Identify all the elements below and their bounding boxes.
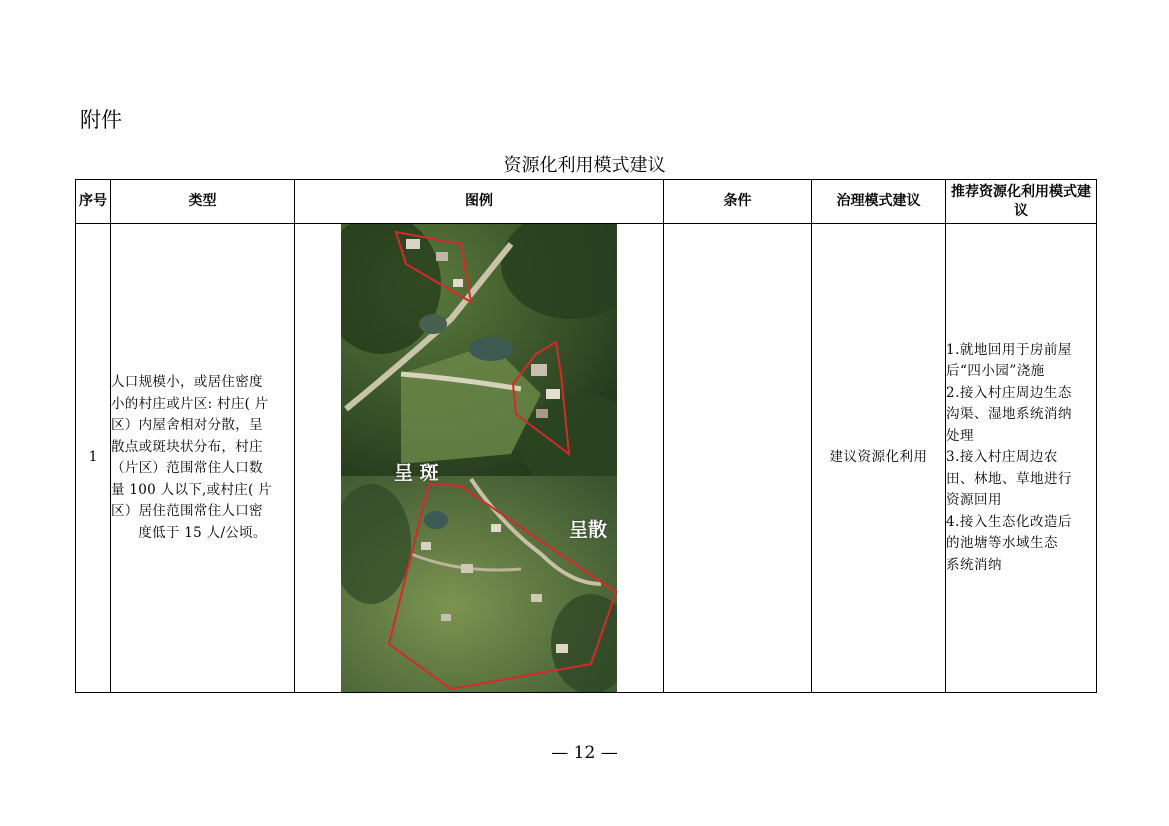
type-line: 小的村庄或片区: 村庄( 片 xyxy=(111,395,269,412)
type-line: （片区）范围常住人口数 xyxy=(111,460,263,476)
recommendation-line: 1.就地回用于房前屋 xyxy=(946,341,1072,358)
col-header-no: 序号 xyxy=(76,180,111,224)
type-line: 人口规模小，或居住密度 xyxy=(111,374,263,390)
type-line: 区）居住范围常住人口密 xyxy=(111,503,263,519)
recommendation-line: 的池塘等水域生态 xyxy=(946,535,1058,552)
document-title: 资源化利用模式建议 xyxy=(503,155,666,176)
col-header-type: 类型 xyxy=(111,180,295,224)
page-number: — 12 — xyxy=(551,743,618,763)
governance-cell: 建议资源化利用 xyxy=(812,224,946,693)
table-row xyxy=(76,224,1097,693)
legend-cell xyxy=(295,224,664,693)
table-header-row xyxy=(76,180,1097,224)
recommendation-line: 3.接入村庄周边农 xyxy=(946,449,1058,466)
legend-label-patch: 呈 斑 xyxy=(394,462,439,484)
recommendation-cell xyxy=(946,224,1097,693)
recommendation-line: 田、林地、草地进行 xyxy=(946,470,1072,487)
mode-table xyxy=(75,179,1097,693)
type-line: 度低于 15 人/公顷。 xyxy=(138,524,267,541)
col-header-condition: 条件 xyxy=(664,180,812,224)
col-header-governance: 治理模式建议 xyxy=(812,180,946,224)
recommendation-line: 处理 xyxy=(946,427,974,444)
col-header-legend: 图例 xyxy=(295,180,664,224)
recommendation-line: 2.接入村庄周边生态 xyxy=(946,384,1072,401)
recommendation-line: 系统消纳 xyxy=(946,556,1002,573)
recommendation-line: 后“四小园”浇施 xyxy=(946,363,1045,380)
condition-cell xyxy=(664,224,812,693)
type-line: 量 100 人以下,或村庄( 片 xyxy=(111,481,272,498)
recommendation-line: 4.接入生态化改造后 xyxy=(946,513,1072,530)
type-cell xyxy=(111,224,295,693)
col-header-recommendation: 推荐资源化利用模式建议 xyxy=(946,180,1097,224)
aerial-photo xyxy=(341,224,617,692)
legend-label-scattered: 呈散 xyxy=(569,519,608,541)
row-number: 1 xyxy=(76,224,111,693)
type-line: 区）内屋舍相对分散，呈 xyxy=(111,417,263,433)
attachment-label: 附件 xyxy=(80,108,122,132)
type-line: 散点或斑块状分布，村庄 xyxy=(111,438,263,455)
recommendation-line: 资源回用 xyxy=(946,492,1002,509)
recommendation-line: 沟渠、湿地系统消纳 xyxy=(946,406,1072,423)
